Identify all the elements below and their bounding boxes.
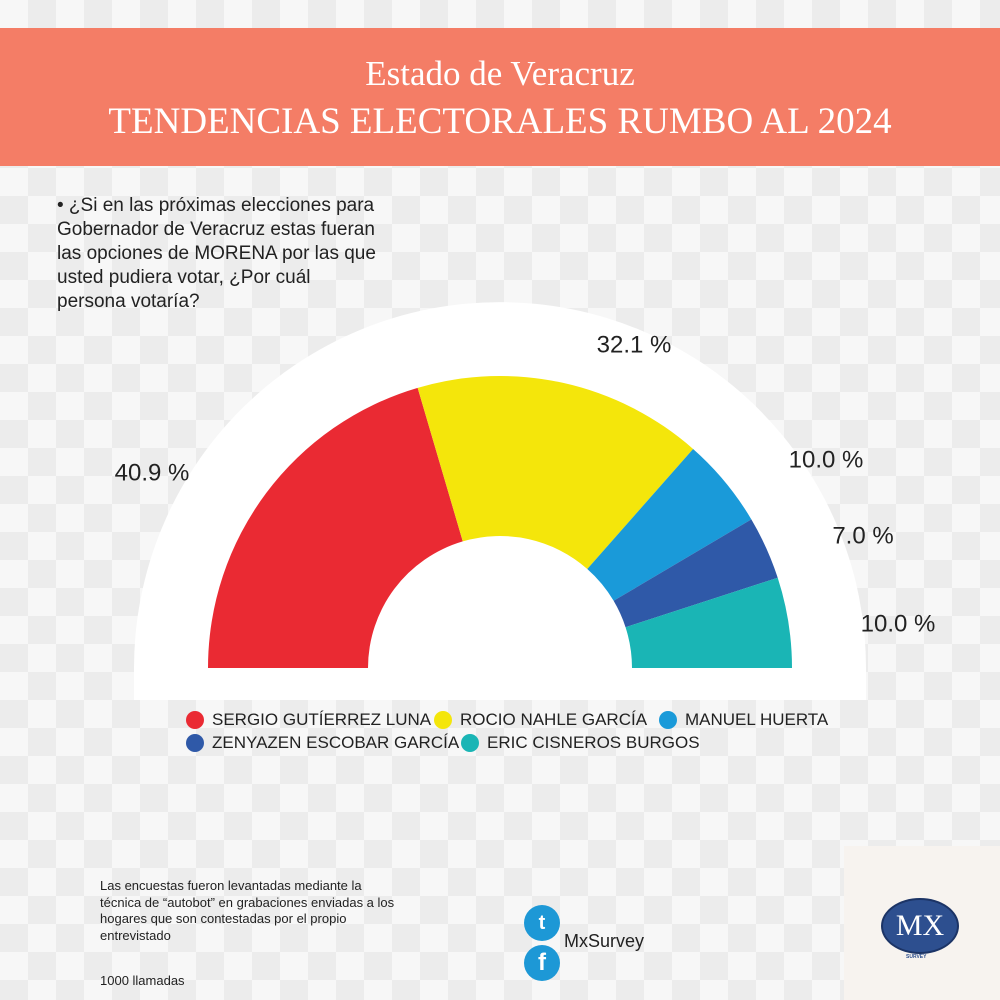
legend-label: ROCIO NAHLE GARCÍA <box>460 710 648 729</box>
legend-label: ZENYAZEN ESCOBAR GARCÍA <box>212 733 460 752</box>
mxsurvey-logo: MX <box>881 898 959 954</box>
chart-data-label-1: 40.9 % <box>114 459 190 487</box>
methodology-note: Las encuestas fueron levantadas mediante la técnica de “autobot” en grabaciones enviadas a los hogares que son contestadas por el propio entrevistado <box>100 878 395 943</box>
legend-item-1 <box>186 710 431 730</box>
legend-swatch <box>186 734 204 752</box>
legend-swatch <box>659 711 677 729</box>
legend-label: SERGIO GUTÍERREZ LUNA <box>212 710 432 729</box>
logo-subtitle: SURVEY <box>906 954 927 960</box>
legend-swatch <box>434 711 452 729</box>
legend-swatch <box>461 734 479 752</box>
header-title-main: TENDENCIAS ELECTORALES RUMBO AL 2024 <box>108 101 892 142</box>
chart-data-label-2: 32.1 % <box>596 331 672 359</box>
twitter-icon[interactable]: t <box>524 905 560 941</box>
social-handle[interactable]: MxSurvey <box>564 931 645 951</box>
legend-swatch <box>186 711 204 729</box>
logo-area <box>844 846 1000 1000</box>
legend-label: ERIC CISNEROS BURGOS <box>487 733 700 752</box>
social-links <box>524 905 664 980</box>
legend-item-4 <box>186 733 459 753</box>
facebook-icon[interactable]: f <box>524 945 560 981</box>
chart-data-label-3: 10.0 % <box>788 446 864 474</box>
header-title-state: Estado de Veracruz <box>365 54 635 93</box>
legend-item-2 <box>434 710 647 730</box>
chart-data-label-5: 10.0 % <box>860 610 936 638</box>
legend-label: MANUEL HUERTA <box>685 710 829 729</box>
legend-item-3 <box>659 710 828 730</box>
chart-data-label-4: 7.0 % <box>832 522 894 550</box>
survey-question: • ¿Si en las próximas elecciones para Gobernador de Veracruz estas fueran las opciones de MORENA por las que usted pudiera votar, ¿Por cuál persona votaría? <box>57 195 376 312</box>
legend-item-5 <box>461 733 700 753</box>
sample-size: 1000 llamadas <box>100 973 185 988</box>
